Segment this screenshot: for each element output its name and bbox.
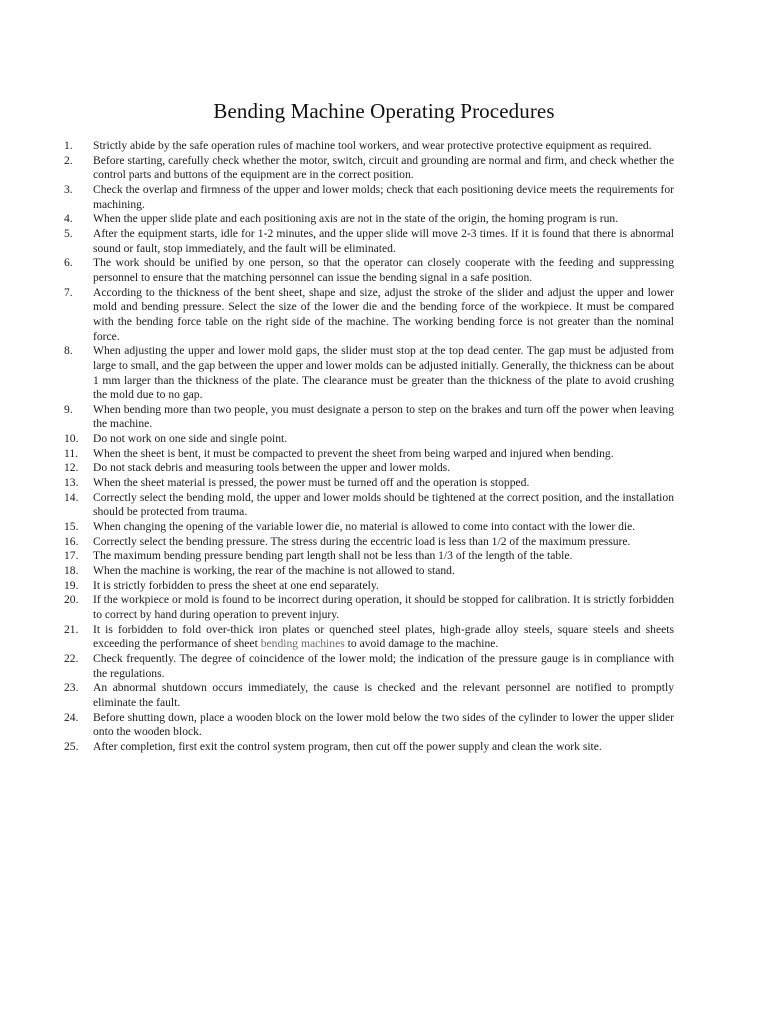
procedure-text: When adjusting the upper and lower mold gaps, the slider must stop at the top dead center. The gap must be adjusted from large to small, and the gap between the upper and lower molds can be adjusted initially. Generally, the thickness can be about 1 mm larger than the thickness of the plate. The clearance must be greater than the thickness of the plate to avoid crushing the mold due to no gap. bbox=[93, 344, 675, 402]
procedure-text: When the sheet is bent, it must be compacted to prevent the sheet from being warped and injured when bending. bbox=[93, 446, 614, 460]
procedure-text: Check frequently. The degree of coincidence of the lower mold; the indication of the pressure gauge is in compliance with the regulations. bbox=[93, 651, 674, 680]
procedure-item bbox=[64, 286, 674, 345]
procedure-text: Correctly select the bending pressure. The stress during the eccentric load is less than 1/2 of the maximum pressure. bbox=[93, 534, 631, 548]
procedure-text: It is strictly forbidden to press the sheet at one end separately. bbox=[93, 578, 379, 592]
procedure-item bbox=[64, 579, 674, 594]
procedure-item bbox=[64, 564, 674, 579]
procedure-item bbox=[64, 139, 674, 154]
procedure-item bbox=[64, 740, 674, 755]
procedure-number: 15. bbox=[64, 520, 79, 534]
procedure-number: 11. bbox=[64, 446, 79, 460]
procedure-text: Strictly abide by the safe operation rules of machine tool workers, and wear protective protective equipment as required. bbox=[93, 139, 652, 152]
procedure-text: When changing the opening of the variable lower die, no material is allowed to come into contact with the lower die. bbox=[93, 520, 636, 534]
procedure-item bbox=[64, 447, 674, 462]
procedure-number: 3. bbox=[64, 182, 73, 196]
procedure-text: An abnormal shutdown occurs immediately, the cause is checked and the relevant personnel are notified to promptly eliminate the fault. bbox=[93, 681, 674, 709]
procedure-number: 23. bbox=[64, 681, 79, 695]
procedure-item bbox=[64, 476, 674, 491]
procedure-number: 25. bbox=[64, 739, 79, 753]
procedure-text: The work should be unified by one person, so that the operator can closely cooperate with the feeding and suppressing personnel to ensure that the matching personnel can issue the bending signal in a safe position. bbox=[93, 256, 674, 284]
procedure-text: When bending more than two people, you must designate a person to step on the brakes and turn off the power when leaving the machine. bbox=[93, 402, 674, 431]
procedure-number: 18. bbox=[64, 564, 79, 578]
procedure-item bbox=[64, 461, 674, 476]
procedure-item bbox=[64, 154, 674, 183]
procedure-text: Check the overlap and firmness of the upper and lower molds; check that each positioning device meets the requirements for machining. bbox=[93, 182, 674, 211]
procedure-item bbox=[64, 623, 674, 652]
procedure-item bbox=[64, 227, 674, 256]
procedure-item bbox=[64, 344, 674, 403]
procedure-text: Correctly select the bending mold, the upper and lower molds should be tightened at the correct position, and the installation should be protected from trauma. bbox=[93, 490, 674, 519]
procedure-text: After completion, first exit the control system program, then cut off the power supply and clean the work site. bbox=[93, 739, 602, 753]
procedure-text: When the upper slide plate and each positioning axis are not in the state of the origin, the homing program is run. bbox=[93, 212, 619, 226]
procedure-text: The maximum bending pressure bending part length shall not be less than 1/3 of the length of the table. bbox=[93, 549, 573, 563]
procedure-number: 4. bbox=[64, 212, 73, 226]
procedure-item bbox=[64, 535, 674, 550]
procedure-number: 19. bbox=[64, 578, 79, 592]
procedure-number: 10. bbox=[64, 432, 79, 446]
procedure-number: 9. bbox=[64, 402, 73, 416]
procedure-item bbox=[64, 183, 674, 212]
procedure-text: After the equipment starts, idle for 1-2 minutes, and the upper slide will move 2-3 times. If it is found that there is abnormal sound or fault, stop immediately, and the fault will be eliminated. bbox=[93, 226, 674, 255]
procedure-number: 22. bbox=[64, 651, 79, 665]
procedure-number: 17. bbox=[64, 549, 79, 563]
procedure-item bbox=[64, 491, 674, 520]
procedure-number: 14. bbox=[64, 490, 79, 504]
procedure-item bbox=[64, 520, 674, 535]
procedure-item bbox=[64, 432, 674, 447]
procedure-text: When the machine is working, the rear of the machine is not allowed to stand. bbox=[93, 564, 455, 578]
procedure-item bbox=[64, 549, 674, 564]
procedure-number: 1. bbox=[64, 139, 73, 152]
procedure-item bbox=[64, 681, 674, 710]
document-title: Bending Machine Operating Procedures bbox=[213, 99, 555, 123]
procedure-number: 8. bbox=[64, 344, 73, 358]
procedure-text: If the workpiece or mold is found to be incorrect during operation, it should be stopped for calibration. It is strictly forbidden to correct by hand during operation to prevent injury. bbox=[93, 593, 674, 621]
procedure-number: 24. bbox=[64, 710, 79, 724]
procedure-list bbox=[64, 139, 674, 755]
procedure-number: 6. bbox=[64, 256, 73, 270]
procedure-text: Do not work on one side and single point. bbox=[93, 432, 288, 446]
procedure-text-continued: to avoid damage to the machine. bbox=[344, 637, 499, 651]
procedure-text: Before starting, carefully check whether the motor, switch, circuit and grounding are normal and firm, and check whether the control parts and buttons of the equipment are in the correct position. bbox=[93, 153, 674, 182]
procedure-number: 21. bbox=[64, 622, 79, 636]
procedure-number: 20. bbox=[64, 593, 79, 607]
procedure-number: 2. bbox=[64, 153, 73, 167]
procedure-number: 7. bbox=[64, 285, 73, 299]
procedure-text: Before shutting down, place a wooden block on the lower mold below the two sides of the cylinder to lower the upper slider onto the wooden block. bbox=[93, 710, 674, 739]
procedure-text: Do not stack debris and measuring tools between the upper and lower molds. bbox=[93, 461, 451, 475]
procedure-number: 13. bbox=[64, 476, 79, 490]
procedure-number: 5. bbox=[64, 226, 73, 240]
procedure-text: When the sheet material is pressed, the power must be turned off and the operation is stopped. bbox=[93, 476, 530, 490]
procedure-item bbox=[64, 652, 674, 681]
procedure-item bbox=[64, 711, 674, 740]
procedure-text: According to the thickness of the bent sheet, shape and size, adjust the stroke of the slider and adjust the upper and lower mold and bending pressure. Select the size of the lower die and the bending force of the workpiece. It must be compared with the bending force table on the right side of the machine. The working bending force is not greater than the nominal force. bbox=[93, 285, 674, 343]
procedure-item bbox=[64, 593, 674, 622]
procedure-text: It is forbidden to fold over-thick iron plates or quenched steel plates, high-grade alloy steels, square steels and sheets exceeding the performance of sheet bbox=[93, 622, 674, 651]
procedure-number: 12. bbox=[64, 461, 79, 475]
bending-machines-link[interactable]: bending machines bbox=[260, 637, 345, 651]
procedure-item bbox=[64, 256, 674, 285]
procedure-item bbox=[64, 212, 674, 227]
procedure-item bbox=[64, 403, 674, 432]
procedure-number: 16. bbox=[64, 534, 79, 548]
